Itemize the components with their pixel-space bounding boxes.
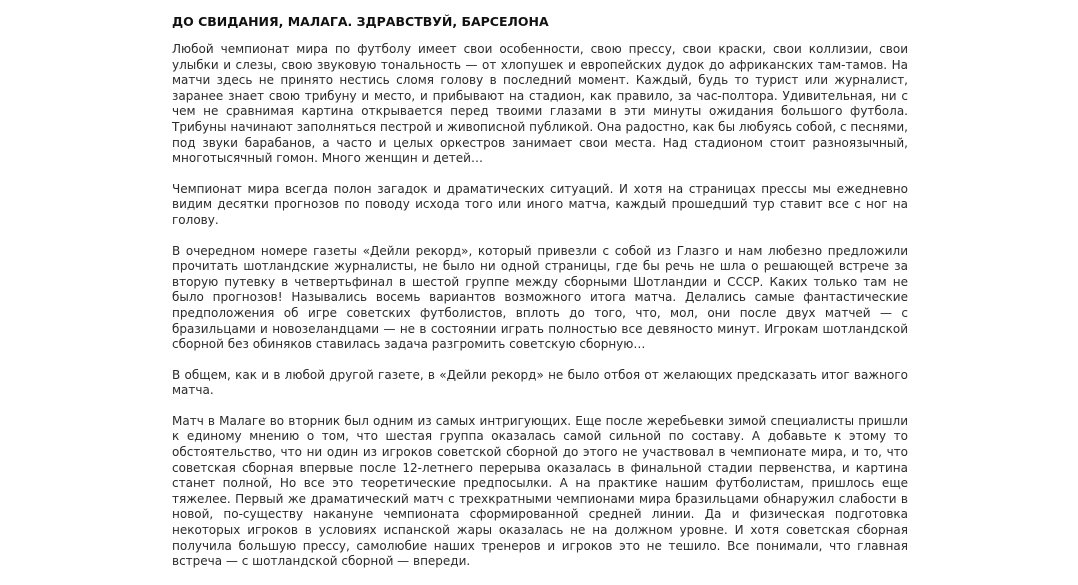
article-title: ДО СВИДАНИЯ, МАЛАГА. ЗДРАВСТВУЙ, БАРСЕЛОНА [172,14,549,29]
article-paragraph: В общем, как и в любой другой газете, в «Дейли рекорд» не было отбоя от желающих предсказать итог важного матча. [172,367,908,398]
article-body [172,42,908,570]
article-paragraph: Любой чемпионат мира по футболу имеет свои особенности, свою прессу, свои краски, свои коллизии, свои улыбки и слезы, свою звуковую тональность — от хлопушек и европейских дудок до африканских там-тамов. На матчи здесь не принято нестись сломя голову в последний момент. Каждый, будь то турист или журналист, заранее знает свою трибуну и место, и прибывают на стадион, как правило, за час-полтора. Удивительная, ни с чем не сравнимая картина открывается перед твоими глазами в эти минуты ожидания большого футбола. Трибуны начинают заполняться пестрой и живописной публикой. Она радостно, как бы любуясь собой, с песнями, под звуки барабанов, а часто и целых оркестров занимает свои места. Над стадионом стоит разноязычный, многотысячный гомон. Много женщин и детей… [172,42,908,166]
article-paragraph: Чемпионат мира всегда полон загадок и драматических ситуаций. И хотя на страницах прессы мы ежедневно видим десятки прогнозов по поводу исхода того или иного матча, каждый прошедший тур ставит все с ног на голову. [172,181,908,227]
article [172,14,908,585]
article-paragraph: В очередном номере газеты «Дейли рекорд», который привезли с собой из Глазго и нам любезно предложили прочитать шотландские журналисты, не было ни одной страницы, где бы речь не шла о решающей встрече за вторую путевку в четвертьфинал в шестой группе между сборными Шотландии и СССР. Каких только там не было прогнозов! Назывались восемь вариантов возможного итога матча. Делались самые фантастические предположения об игре советских футболистов, вплоть до того, что, мол, они после двух матчей — с бразильцами и новозеландцами — не в состоянии играть полностью все девяносто минут. Игрокам шотландской сборной без обиняков ставилась задача разгромить советскую сборную… [172,243,908,352]
article-paragraph: Матч в Малаге во вторник был одним из самых интригующих. Еще после жеребьевки зимой специалисты пришли к единому мнению о том, что шестая группа оказалась самой сильной по составу. А добавьте к этому то обстоятельство, что ни один из игроков советской сборной до этого не участвовал в чемпионате мира, и то, что советская сборная впервые после 12-летнего перерыва оказалась в финальной стадии первенства, и картина станет полной, Но все это теоретические предпосылки. А на практике нашим футболистам, пришлось еще тяжелее. Первый же драматический матч с трехкратными чемпионами мира бразильцами обнаружил слабости в новой, по-существу накануне чемпионата сформированной средней линии. Да и физическая подготовка некоторых игроков в условиях испанской жары оказалась не на должном уровне. И хотя советская сборная получила большую прессу, самолюбие наших тренеров и игроков это не тешило. Все понимали, что главная встреча — с шотландской сборной — впереди. [172,413,908,569]
